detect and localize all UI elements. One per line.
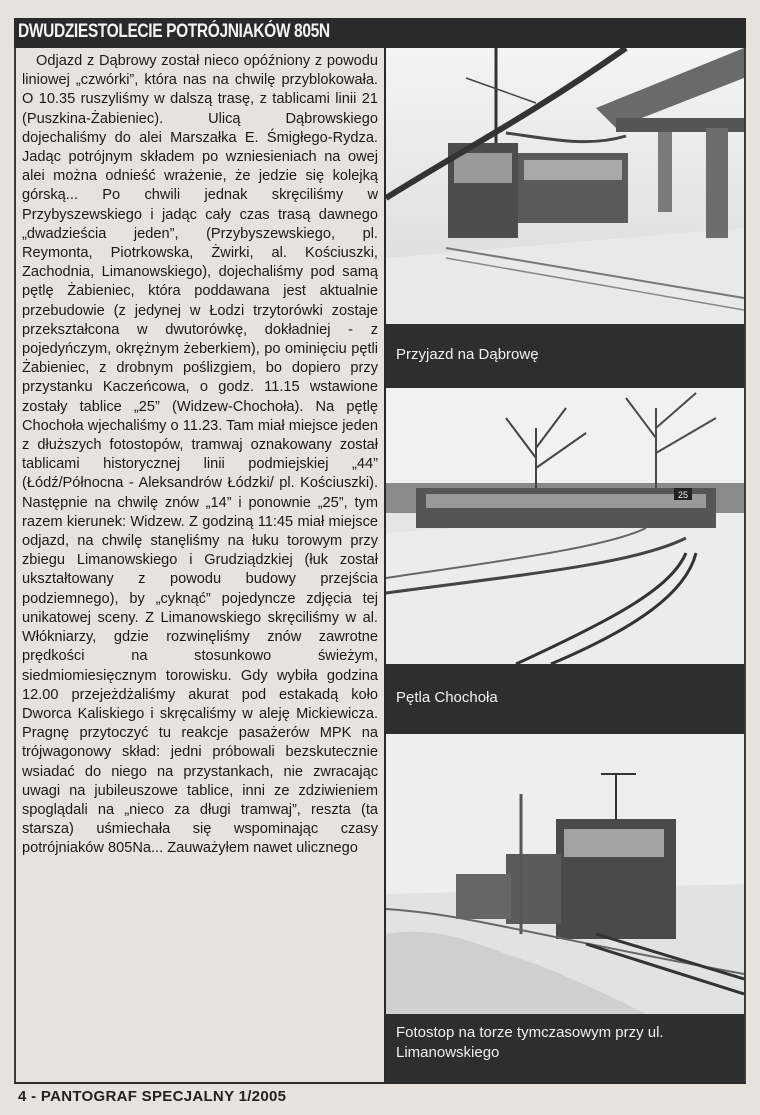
article-column (22, 52, 378, 859)
route-sign-25: 25 (677, 490, 689, 500)
article-text: Odjazd z Dąbrowy został nieco opóźniony z powodu liniowej „czwórki”, która nas na chwilę przyblokowała. O 10.35 ruszyliśmy w dalszą trasę, z tablicami linii 21 (Puszkina-Żabieniec). Ulicą Dąbrowskiego dojechaliśmy do alei Marszałka E. Śmigłego-Rydza. Jadąc potrójnym składem po wzniesieniach na owej alei można odnieść wrażenie, że jedzie się kolejką górską... Po chwili jednak skręciliśmy w Przybyszewskiego i jadąc cały czas trasą dawnego „dwadzieścia jeden”, (Przybyszewskiego, pl. Reymonta, Piotrkowska, Żwirki, al. Kościuszki, Zachodnia, Limanowskiego), dojechaliśmy pod samą pętlę Żabieniec, która poddawana jest aktualnie przebudowie (z jedynej w Łodzi trzytorówki zostaje przekształcona w dwutorówkę, dokładniej - z pojedyńczym, okrężnym żeberkiem), po ominięciu pętli Żabieniec, z drobnym poślizgiem, bo dopiero przy przystanku Kaczeńcowa, o godz. 11.15 wstawione zostały tablice „25” (Widzew-Chochoła). Na pętlę Chochoła wjechaliśmy o 11.23. Tam miał miejsce jeden z dłuższych fotostopów, tramwaj oznakowany został tablicami historycznej linii podmiejskiej „44” (Łódź/Północna - Aleksandrów Łódzki/ pl. Kościuszki). Następnie na chwilę znów „14” i ponownie „25”, tym razem kierunek: Widzew. Z godziną 11:45 miał miejsce odjazd, na chwilę stanęliśmy na łuku torowym przy zbiegu Limanowskiego i Grudziądzkiej (łuk został ukształtowany z powodu budowy przejścia podziemnego), by „cyknąć” pojedyncze zdjęcia tej unikatowej sceny. Z Limanowskiego skręciliśmy w al. Włókniarzy, gdzie rozwinęliśmy znów zawrotne prędkości na stosunkowo świeżym, siedmiomiesięcznym torowisku. Gdy wybiła godzina 12.00 przejeżdżaliśmy akurat pod estakadą koło Dworca Kaliskiego i skręcaliśmy w aleję Mickiewicza. Pragnę przytoczyć tu reakcje pasażerów MPK na trójwagonowy skład: jedni próbowali bezskutecznie wsiadać do niego na przystankach, nie zwracając uwagi na jubileuszowe tablice, inni ze zdziwieniem spoglądali na „nieco za długi tramwaj”, reszta (ta starsza) uśmiechała się wspominając czasy potrójniaków 805Na... Zauważyłem nawet ulicznego (22, 53, 378, 857)
frame-left-border (14, 48, 16, 1082)
footer-rule (14, 1082, 746, 1084)
caption-band-3 (386, 1014, 744, 1082)
photo-temporary-track (386, 734, 744, 1014)
page-footer: 4 - PANTOGRAF SPECJALNY 1/2005 (18, 1088, 287, 1105)
caption-band-2 (386, 664, 744, 734)
frame-right-border (744, 48, 746, 1082)
caption-band-1 (386, 324, 744, 388)
photo-arrival-dabrowa (386, 48, 744, 324)
header-bar (14, 18, 746, 48)
photo-caption-1: Przyjazd na Dąbrowę (396, 346, 539, 363)
photo-chochola-loop (386, 388, 744, 664)
page-title: DWUDZIESTOLECIE POTRÓJNIAKÓW 805N (18, 21, 330, 42)
photo-caption-3: Fotostop na torze tymczasowym przy ul. Limanowskiego (396, 1024, 664, 1061)
photo-caption-2: Pętla Chochoła (396, 689, 498, 706)
